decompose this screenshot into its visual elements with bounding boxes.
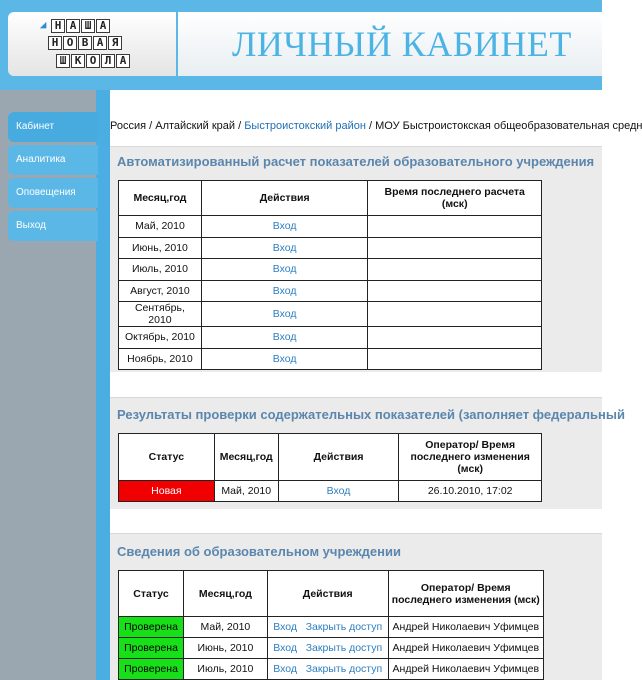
- logo-letter: Ш: [56, 54, 70, 68]
- logo-letter: А: [116, 54, 130, 68]
- table-header-row: [119, 434, 542, 481]
- breadcrumb: [110, 119, 642, 133]
- enter-link[interactable]: Вход: [201, 327, 368, 349]
- time-cell: [368, 237, 542, 259]
- check-results-panel-title: Результаты проверки содержательных показателей (заполняет федеральный: [117, 407, 625, 422]
- enter-link[interactable]: Вход: [273, 663, 297, 675]
- table-row: [119, 638, 544, 659]
- institution-info-table: [118, 570, 544, 680]
- sidebar-accent-strip: [96, 90, 110, 680]
- enter-link[interactable]: Вход: [273, 642, 297, 654]
- calc-table: [118, 180, 542, 370]
- logo-letter: А: [66, 19, 80, 33]
- main-content: [110, 90, 642, 680]
- calc-panel-title: Автоматизированный расчет показателей образовательного учреждения: [117, 154, 595, 169]
- logo-line-2: [48, 36, 123, 50]
- table-row: [119, 481, 542, 502]
- month-cell: Май, 2010: [214, 481, 278, 502]
- enter-link[interactable]: Вход: [201, 259, 368, 281]
- breadcrumb-link-district[interactable]: Быстроистокский район: [244, 120, 366, 132]
- close-access-link[interactable]: Закрыть доступ: [305, 642, 383, 654]
- operator-cell: Андрей Николаевич Уфимцев: [388, 659, 543, 680]
- logo-letter: К: [71, 54, 85, 68]
- sidebar-item-notifications[interactable]: Оповещения: [8, 178, 98, 208]
- logo-letter: А: [96, 19, 110, 33]
- month-cell: Ноябрь, 2010: [119, 348, 202, 370]
- check-results-panel: [110, 397, 625, 509]
- status-badge: Проверена: [119, 638, 184, 659]
- month-cell: Май, 2010: [119, 216, 202, 238]
- sidebar-item-logout[interactable]: Выход: [8, 211, 98, 241]
- month-cell: Май, 2010: [183, 617, 267, 638]
- enter-link[interactable]: Вход: [201, 302, 368, 327]
- table-header-row: [119, 181, 542, 216]
- logo-letter: О: [86, 54, 100, 68]
- logo-letter: А: [93, 36, 107, 50]
- table-row: [119, 348, 542, 370]
- table-row: [119, 617, 544, 638]
- breadcrumb-text: Россия / Алтайский край /: [110, 120, 245, 132]
- enter-link[interactable]: Вход: [201, 237, 368, 259]
- page-title: ЛИЧНЫЙ КАБИНЕТ: [232, 24, 572, 64]
- time-cell: [368, 302, 542, 327]
- logo-letter: О: [63, 36, 77, 50]
- column-header: Статус: [119, 571, 184, 617]
- month-cell: Август, 2010: [119, 280, 202, 302]
- column-header: Оператор/ Время последнего изменения (мск): [388, 571, 543, 617]
- institution-info-panel: [110, 533, 602, 680]
- enter-link[interactable]: Вход: [201, 348, 368, 370]
- cursor-arrow-icon: ◢: [39, 18, 47, 31]
- month-cell: Июнь, 2010: [183, 638, 267, 659]
- month-cell: Июль, 2010: [119, 259, 202, 281]
- month-cell: Июль, 2010: [183, 659, 267, 680]
- actions-cell: [267, 659, 388, 680]
- column-header: Статус: [119, 434, 215, 481]
- month-cell: Сентябрь, 2010: [119, 302, 202, 327]
- operator-cell: Андрей Николаевич Уфимцев: [388, 638, 543, 659]
- column-header: Месяц,год: [214, 434, 278, 481]
- enter-link[interactable]: Вход: [273, 621, 297, 633]
- logo-letter: Ш: [81, 19, 95, 33]
- logo-letter: Л: [101, 54, 115, 68]
- time-cell: [368, 280, 542, 302]
- time-cell: [368, 327, 542, 349]
- status-badge: Проверена: [119, 659, 184, 680]
- time-cell: [368, 216, 542, 238]
- status-badge: Проверена: [119, 617, 184, 638]
- column-header: Действия: [267, 571, 388, 617]
- calc-panel: [110, 146, 602, 372]
- month-cell: Июнь, 2010: [119, 237, 202, 259]
- logo-letter: Н: [51, 19, 65, 33]
- month-cell: Октябрь, 2010: [119, 327, 202, 349]
- column-header: Действия: [278, 434, 399, 481]
- header-bar: [0, 0, 602, 90]
- actions-cell: [267, 638, 388, 659]
- table-row: [119, 302, 542, 327]
- breadcrumb-text: / МОУ Быстроистокская общеобразовательная средн: [365, 120, 642, 132]
- status-badge: Новая: [119, 481, 215, 502]
- table-row: [119, 237, 542, 259]
- sidebar-item-analytics[interactable]: Аналитика: [8, 145, 98, 175]
- actions-cell: [267, 617, 388, 638]
- logo-letter: В: [78, 36, 92, 50]
- logo-letter: Я: [108, 36, 122, 50]
- logo-line-3: [56, 54, 131, 68]
- column-header: Оператор/ Время последнего изменения (мск): [399, 434, 542, 481]
- close-access-link[interactable]: Закрыть доступ: [305, 621, 383, 633]
- column-header: Время последнего расчета (мск): [368, 181, 542, 216]
- logo-letter: Н: [48, 36, 62, 50]
- operator-cell: 26.10.2010, 17:02: [399, 481, 542, 502]
- operator-cell: Андрей Николаевич Уфимцев: [388, 617, 543, 638]
- table-row: [119, 327, 542, 349]
- column-header: Месяц,год: [119, 181, 202, 216]
- close-access-link[interactable]: Закрыть доступ: [305, 663, 383, 675]
- logo-line-1: [36, 19, 111, 33]
- logo[interactable]: [8, 12, 176, 76]
- time-cell: [368, 348, 542, 370]
- table-row: [119, 259, 542, 281]
- enter-link[interactable]: Вход: [278, 481, 399, 502]
- table-row: [119, 280, 542, 302]
- institution-info-panel-title: Сведения об образовательном учреждении: [117, 544, 401, 559]
- time-cell: [368, 259, 542, 281]
- table-row: [119, 659, 544, 680]
- check-results-table: [118, 433, 542, 502]
- column-header: Месяц,год: [183, 571, 267, 617]
- table-row: [119, 216, 542, 238]
- enter-link[interactable]: Вход: [201, 216, 368, 238]
- sidebar-item-cabinet[interactable]: Кабинет: [8, 112, 98, 142]
- column-header: Действия: [201, 181, 368, 216]
- enter-link[interactable]: Вход: [201, 280, 368, 302]
- table-header-row: [119, 571, 544, 617]
